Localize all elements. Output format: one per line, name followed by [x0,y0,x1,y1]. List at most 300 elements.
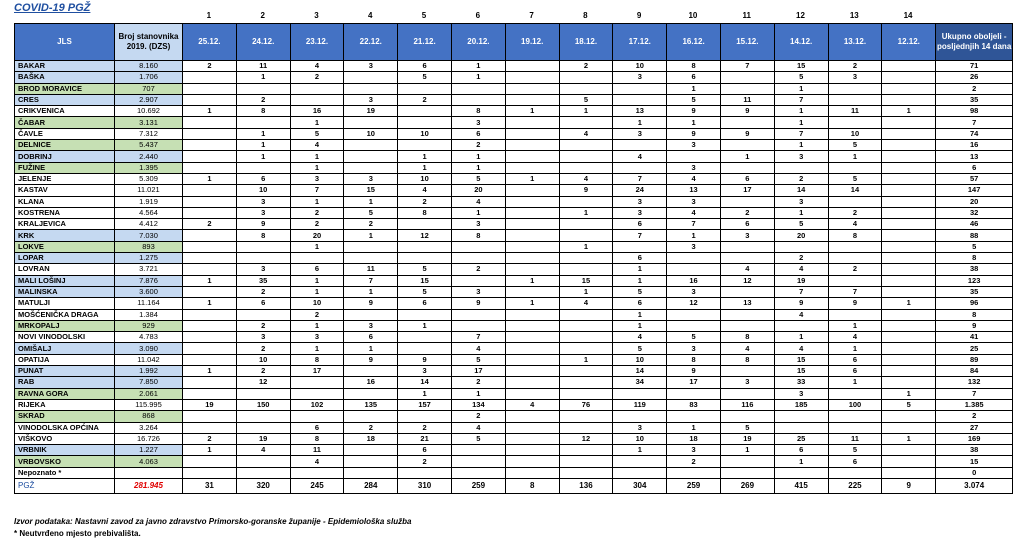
daily-cases-cell: 8 [720,354,774,365]
daily-cases-cell [667,467,721,478]
daily-cases-cell [290,377,344,388]
population-cell: 3.721 [115,264,183,275]
daily-cases-cell: 9 [720,106,774,117]
daily-cases-cell: 1 [290,196,344,207]
daily-cases-cell: 11 [828,433,882,444]
daily-cases-cell [720,241,774,252]
municipality-name: BROD MORAVICE [15,83,115,94]
daily-cases-cell: 6 [828,366,882,377]
sum-name: PGŽ [15,478,115,493]
daily-cases-cell [720,253,774,264]
daily-cases-cell [720,140,774,151]
total-cell: 71 [936,61,1013,72]
daily-cases-cell: 4 [720,264,774,275]
municipality-name: SKRAD [15,411,115,422]
daily-cases-cell: 15 [774,61,828,72]
daily-cases-cell [882,162,936,173]
daily-cases-cell [183,456,237,467]
daily-cases-cell: 1 [398,388,452,399]
total-cell: 9 [936,320,1013,331]
daily-cases-cell: 1 [559,106,613,117]
daily-cases-cell [882,230,936,241]
daily-cases-cell [505,94,559,105]
daily-cases-cell: 2 [183,219,237,230]
daily-cases-cell: 1 [882,388,936,399]
daily-cases-cell [559,467,613,478]
daily-cases-cell: 3 [344,61,398,72]
daily-cases-cell: 20 [774,230,828,241]
daily-cases-cell: 2 [290,207,344,218]
table-row [15,467,1013,478]
table-row [15,117,1013,128]
daily-cases-cell [505,128,559,139]
daily-cases-cell [774,162,828,173]
daily-cases-cell [505,83,559,94]
population-cell: 2.440 [115,151,183,162]
daily-cases-cell [559,230,613,241]
sum-daily-cell: 9 [882,478,936,493]
table-row [15,320,1013,331]
daily-cases-cell: 5 [451,354,505,365]
daily-cases-cell: 15 [774,366,828,377]
sum-daily-cell: 259 [451,478,505,493]
municipality-name: OPATIJA [15,354,115,365]
day-number: 4 [368,11,373,20]
daily-cases-cell [451,320,505,331]
daily-cases-cell: 8 [667,61,721,72]
table-row [15,207,1013,218]
daily-cases-cell [882,94,936,105]
daily-cases-cell: 1 [559,354,613,365]
daily-cases-cell [505,433,559,444]
daily-cases-cell: 1 [828,377,882,388]
daily-cases-cell [183,241,237,252]
daily-cases-cell [828,241,882,252]
daily-cases-cell: 3 [398,366,452,377]
daily-cases-cell: 5 [398,286,452,297]
daily-cases-cell [398,343,452,354]
daily-cases-cell: 83 [667,399,721,410]
daily-cases-cell: 3 [667,140,721,151]
population-cell: 7.312 [115,128,183,139]
total-cell: 38 [936,264,1013,275]
daily-cases-cell: 21 [398,433,452,444]
daily-cases-cell [774,241,828,252]
daily-cases-cell: 35 [236,275,290,286]
daily-cases-cell [183,151,237,162]
daily-cases-cell: 6 [398,445,452,456]
daily-cases-cell [882,445,936,456]
table-row [15,399,1013,410]
header-row [15,24,1013,61]
daily-cases-cell: 150 [236,399,290,410]
daily-cases-cell [505,185,559,196]
daily-cases-cell: 4 [613,332,667,343]
daily-cases-cell [559,366,613,377]
daily-cases-cell: 10 [398,128,452,139]
daily-cases-cell: 1 [613,445,667,456]
daily-cases-cell: 11 [344,264,398,275]
daily-cases-cell: 19 [236,433,290,444]
daily-cases-cell: 3 [613,422,667,433]
municipality-name: KRK [15,230,115,241]
daily-cases-cell: 4 [559,173,613,184]
total-cell: 2 [936,83,1013,94]
daily-cases-cell: 1 [290,117,344,128]
total-cell: 5 [936,241,1013,252]
daily-cases-cell: 2 [183,433,237,444]
daily-cases-cell [828,411,882,422]
daily-cases-cell [720,366,774,377]
daily-cases-cell [828,253,882,264]
municipality-name: OMIŠALJ [15,343,115,354]
daily-cases-cell [344,467,398,478]
population-cell: 7.876 [115,275,183,286]
total-cell: 41 [936,332,1013,343]
sum-daily-cell: 225 [828,478,882,493]
daily-cases-cell [882,275,936,286]
daily-cases-cell: 6 [290,264,344,275]
day-number: 10 [688,11,698,20]
sum-total: 3.074 [936,478,1013,493]
daily-cases-cell [505,467,559,478]
daily-cases-cell [828,196,882,207]
daily-cases-cell [183,377,237,388]
daily-cases-cell: 2 [720,207,774,218]
table-row [15,433,1013,444]
daily-cases-cell [882,456,936,467]
daily-cases-cell: 5 [828,173,882,184]
daily-cases-cell: 3 [451,219,505,230]
daily-cases-cell: 2 [451,411,505,422]
daily-cases-cell [774,411,828,422]
daily-cases-cell [451,241,505,252]
total-cell: 89 [936,354,1013,365]
daily-cases-cell: 3 [667,196,721,207]
table-row [15,298,1013,309]
daily-cases-cell: 5 [774,72,828,83]
daily-cases-cell [505,117,559,128]
daily-cases-cell [667,320,721,331]
total-cell: 8 [936,253,1013,264]
daily-cases-cell: 15 [344,185,398,196]
daily-cases-cell: 2 [236,320,290,331]
daily-cases-cell: 34 [613,377,667,388]
population-cell: 2.907 [115,94,183,105]
sum-daily-cell: 259 [667,478,721,493]
daily-cases-cell [559,320,613,331]
daily-cases-cell [236,253,290,264]
header-date: 13.12. [828,24,882,61]
municipality-name: BAKAR [15,61,115,72]
population-cell: 5.437 [115,140,183,151]
municipality-name: NOVI VINODOLSKI [15,332,115,343]
daily-cases-cell: 7 [828,286,882,297]
daily-cases-cell [720,117,774,128]
sum-daily-cell: 310 [398,478,452,493]
daily-cases-cell: 7 [613,173,667,184]
table-row [15,309,1013,320]
table-row [15,61,1013,72]
daily-cases-cell [451,456,505,467]
daily-cases-cell [720,388,774,399]
daily-cases-cell: 2 [236,366,290,377]
population-cell: 4.564 [115,207,183,218]
daily-cases-cell: 3 [236,264,290,275]
daily-cases-cell: 7 [344,275,398,286]
daily-cases-cell [505,241,559,252]
daily-cases-cell: 25 [774,433,828,444]
daily-cases-cell [613,456,667,467]
daily-cases-cell: 12 [398,230,452,241]
municipality-name: KASTAV [15,185,115,196]
daily-cases-cell [344,445,398,456]
daily-cases-cell: 1 [505,298,559,309]
daily-cases-cell [236,117,290,128]
daily-cases-cell: 2 [559,61,613,72]
municipality-name: PUNAT [15,366,115,377]
daily-cases-cell [774,467,828,478]
daily-cases-cell: 3 [451,117,505,128]
daily-cases-cell: 9 [559,185,613,196]
municipality-name: KLANA [15,196,115,207]
daily-cases-cell: 2 [236,286,290,297]
daily-cases-cell [505,422,559,433]
daily-cases-cell [236,467,290,478]
daily-cases-cell: 8 [290,354,344,365]
daily-cases-cell [451,309,505,320]
header-date: 15.12. [720,24,774,61]
daily-cases-cell: 4 [559,298,613,309]
daily-cases-cell: 6 [398,61,452,72]
daily-cases-cell [290,411,344,422]
daily-cases-cell: 1 [882,433,936,444]
daily-cases-cell [559,253,613,264]
daily-cases-cell: 1 [344,196,398,207]
daily-cases-cell: 13 [667,185,721,196]
population-cell: 893 [115,241,183,252]
daily-cases-cell: 1 [183,445,237,456]
daily-cases-cell: 7 [290,185,344,196]
total-cell: 1.385 [936,399,1013,410]
daily-cases-cell [559,332,613,343]
daily-cases-cell [183,354,237,365]
municipality-name: ČABAR [15,117,115,128]
daily-cases-cell [882,467,936,478]
daily-cases-cell [720,196,774,207]
population-cell: 1.227 [115,445,183,456]
daily-cases-cell: 8 [720,332,774,343]
daily-cases-cell: 3 [774,196,828,207]
daily-cases-cell [667,411,721,422]
total-cell: 74 [936,128,1013,139]
total-cell: 25 [936,343,1013,354]
daily-cases-cell [828,422,882,433]
municipality-name: ČAVLE [15,128,115,139]
municipality-name: MALINSKA [15,286,115,297]
daily-cases-cell: 15 [774,354,828,365]
daily-cases-cell: 1 [774,117,828,128]
daily-cases-cell [882,411,936,422]
population-cell: 16.726 [115,433,183,444]
header-date: 21.12. [398,24,452,61]
daily-cases-cell: 4 [451,196,505,207]
table-row [15,151,1013,162]
table-row [15,219,1013,230]
daily-cases-cell [183,411,237,422]
daily-cases-cell [236,83,290,94]
total-cell: 84 [936,366,1013,377]
daily-cases-cell: 1 [183,298,237,309]
population-cell: 115.995 [115,399,183,410]
daily-cases-cell [183,230,237,241]
table-row [15,140,1013,151]
daily-cases-cell: 2 [236,343,290,354]
daily-cases-cell [236,309,290,320]
daily-cases-cell [882,117,936,128]
daily-cases-cell: 1 [774,140,828,151]
population-cell: 5.309 [115,173,183,184]
daily-cases-cell: 4 [774,264,828,275]
population-cell: 1.395 [115,162,183,173]
daily-cases-cell [344,151,398,162]
daily-cases-cell: 2 [398,196,452,207]
daily-cases-cell: 2 [451,264,505,275]
daily-cases-cell: 16 [667,275,721,286]
daily-cases-cell: 14 [828,185,882,196]
daily-cases-cell [559,309,613,320]
daily-cases-cell [882,309,936,320]
daily-cases-cell [559,422,613,433]
daily-cases-cell [344,456,398,467]
daily-cases-cell: 20 [290,230,344,241]
sum-daily-cell: 320 [236,478,290,493]
daily-cases-cell: 3 [344,320,398,331]
daily-cases-cell: 2 [398,456,452,467]
daily-cases-cell: 8 [398,207,452,218]
header-population: Broj stanovnika 2019. (DZS) [115,24,183,61]
population-cell: 1.706 [115,72,183,83]
daily-cases-cell [451,253,505,264]
daily-cases-cell: 6 [720,173,774,184]
daily-cases-cell: 4 [613,151,667,162]
daily-cases-cell: 1 [505,173,559,184]
daily-cases-cell: 5 [344,207,398,218]
daily-cases-cell [183,286,237,297]
daily-cases-cell [559,140,613,151]
daily-cases-cell: 1 [774,106,828,117]
daily-cases-cell: 1 [451,207,505,218]
municipality-name: VINODOLSKA OPĆINA [15,422,115,433]
daily-cases-cell: 17 [451,366,505,377]
table-row [15,162,1013,173]
daily-cases-cell: 3 [290,332,344,343]
daily-cases-cell: 1 [774,83,828,94]
municipality-name: BAŠKA [15,72,115,83]
daily-cases-cell [828,83,882,94]
daily-cases-cell: 4 [398,185,452,196]
daily-cases-cell: 2 [451,140,505,151]
sum-daily-cell: 269 [720,478,774,493]
daily-cases-cell [613,241,667,252]
table-row [15,332,1013,343]
daily-cases-cell: 3 [613,128,667,139]
daily-cases-cell [613,388,667,399]
daily-cases-cell [344,253,398,264]
daily-cases-cell: 3 [236,332,290,343]
daily-cases-cell: 5 [613,343,667,354]
daily-cases-cell [505,411,559,422]
daily-cases-cell: 5 [451,173,505,184]
total-cell: 46 [936,219,1013,230]
daily-cases-cell: 8 [828,230,882,241]
daily-cases-cell: 9 [828,298,882,309]
daily-cases-cell: 7 [613,230,667,241]
daily-cases-cell: 10 [344,128,398,139]
daily-cases-cell [183,264,237,275]
daily-cases-cell: 5 [774,219,828,230]
daily-cases-cell: 19 [344,106,398,117]
municipality-name: RIJEKA [15,399,115,410]
daily-cases-cell: 1 [290,343,344,354]
daily-cases-cell: 2 [398,94,452,105]
daily-cases-cell [451,83,505,94]
daily-cases-cell: 5 [882,399,936,410]
daily-cases-cell: 11 [720,94,774,105]
daily-cases-cell: 15 [398,275,452,286]
header-date: 12.12. [882,24,936,61]
total-cell: 15 [936,456,1013,467]
daily-cases-cell: 1 [828,343,882,354]
daily-cases-cell: 5 [559,94,613,105]
daily-cases-cell [559,411,613,422]
daily-cases-cell: 1 [774,207,828,218]
day-number: 2 [260,11,265,20]
daily-cases-cell: 11 [290,445,344,456]
table-row [15,456,1013,467]
daily-cases-cell: 100 [828,399,882,410]
daily-cases-cell: 4 [236,445,290,456]
daily-cases-cell: 10 [828,128,882,139]
total-cell: 2 [936,411,1013,422]
daily-cases-cell: 1 [613,264,667,275]
table-row [15,388,1013,399]
daily-cases-cell [720,286,774,297]
daily-cases-cell: 116 [720,399,774,410]
daily-cases-cell [236,388,290,399]
table-row [15,275,1013,286]
daily-cases-cell: 1 [613,309,667,320]
day-number: 3 [314,11,319,20]
daily-cases-cell [183,207,237,218]
daily-cases-cell: 9 [344,354,398,365]
daily-cases-cell: 3 [613,207,667,218]
daily-cases-cell [559,377,613,388]
daily-cases-cell [559,219,613,230]
daily-cases-cell: 3 [344,173,398,184]
daily-cases-cell: 16 [290,106,344,117]
daily-cases-cell: 3 [667,445,721,456]
daily-cases-cell: 1 [613,320,667,331]
total-cell: 20 [936,196,1013,207]
daily-cases-cell: 4 [451,422,505,433]
daily-cases-cell: 1 [559,241,613,252]
table-row [15,264,1013,275]
daily-cases-cell [882,332,936,343]
daily-cases-cell: 76 [559,399,613,410]
daily-cases-cell: 4 [828,332,882,343]
daily-cases-cell [183,94,237,105]
